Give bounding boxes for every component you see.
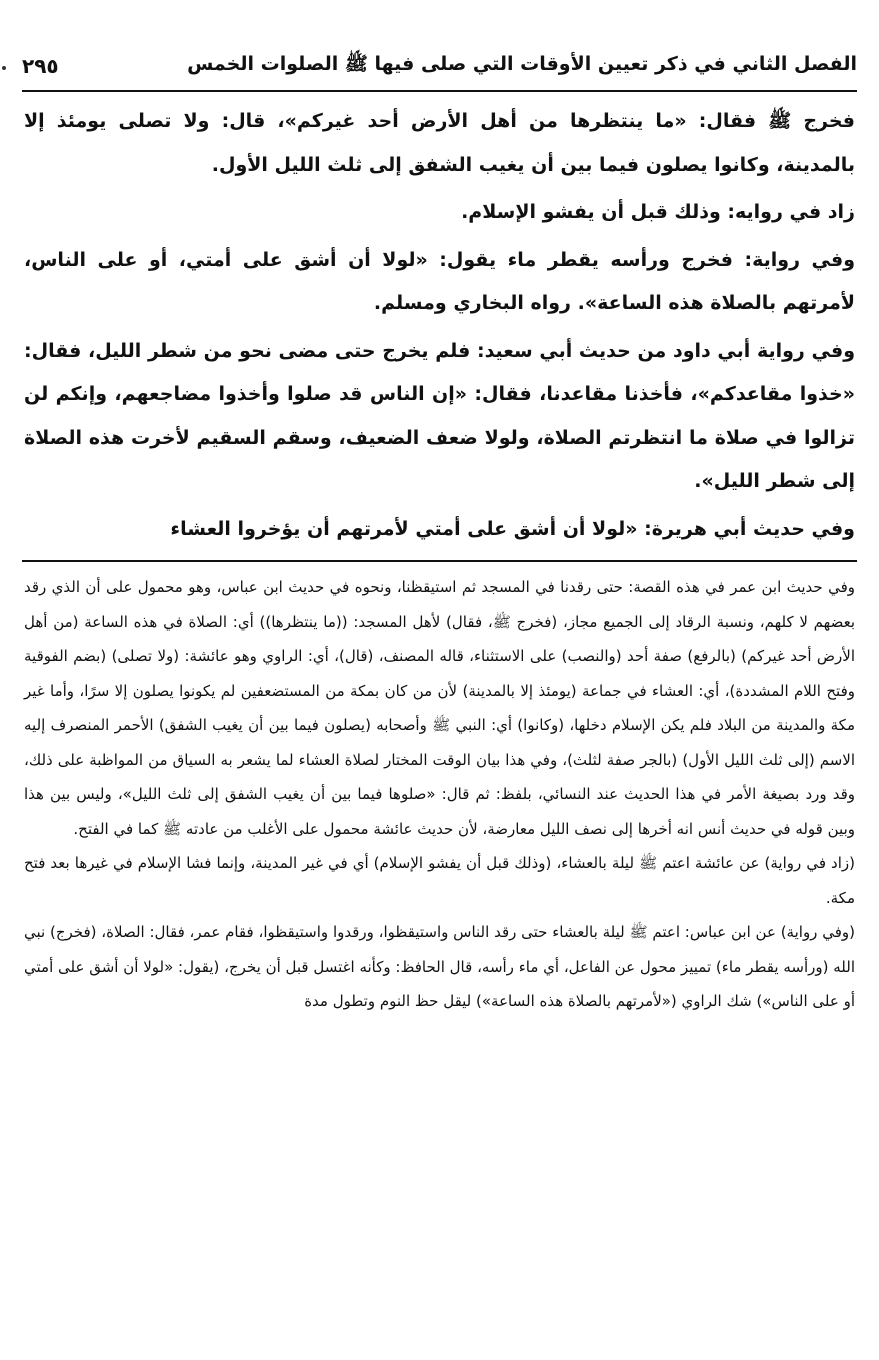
footnote-separator bbox=[22, 560, 857, 562]
commentary-paragraph: وفي حديث ابن عمر في هذه القصة: حتى رقدنا في المسجد ثم استيقظنا، ونحوه في حديث ابن عباس، وهو محمول على أن الذي رقد بعضهم لا كلهم، ونسبة الرقاد إلى الجميع مجاز، (فخرج ﷺ، فقال) لأهل المسجد: ((ما ينتظرها)) أي: الصلاة في هذه الساعة (من أهل الأرض أحد غيركم) (بالرفع) صفة أحد (والنصب) على الاستثناء، قاله المصنف، (قال)، أي: الراوي وهو عائشة: (ولا تصلى) (بضم الفوقية وفتح اللام المشددة)، أي: العشاء في جماعة (يومئذ إلا بالمدينة) لأن من كان بمكة من المستضعفين لم يكونوا يصلون إلا سرًا، وأما غير مكة والمدينة من البلاد فلم يكن الإسلام دخلها، (وكانوا) أي: النبي ﷺ وأصحابه (يصلون فيما بين أن يغيب الشفق) الأحمر المنصرف إليه الاسم (إلى ثلث الليل الأول) (بالجر صفة لثلث)، وفي هذا بيان الوقت المختار لصلاة العشاء لما يشعر به السياق من المواظبة على ذلك، وقد ورد بصيغة الأمر في هذا الحديث عند النسائي، بلفظ: ثم قال: «صلوها فيما بين أن يغيب الشفق إلى ثلث الليل»، وليس بين هذا وبين قوله في حديث أنس انه أخرها إلى نصف الليل معارضة، لأن حديث عائشة محمول على الأغلب من عادته ﷺ كما في الفتح. bbox=[24, 578, 855, 838]
main-paragraph: وفي حديث أبي هريرة: «لولا أن أشق على أمتي لأمرتهم أن يؤخروا العشاء bbox=[170, 517, 855, 540]
main-text bbox=[24, 100, 855, 555]
main-paragraph: زاد في روايه: وذلك قبل أن يفشو الإسلام. bbox=[461, 201, 855, 223]
commentary-paragraph: (زاد في رواية) عن عائشة اعتم ﷺ ليلة بالعشاء، (وذلك قبل أن يفشو الإسلام) أي في غير المدينة، وإنما فشا الإسلام في غيرها بعد فتح مكة. bbox=[24, 854, 855, 907]
main-paragraph: وفي رواية أبي داود من حديث أبي سعيد: فلم يخرج حتى مضى نحو من شطر الليل، فقال: «خذوا مقاعدكم»، فأخذنا مقاعدنا، فقال: «إن الناس قد صلوا وأخذوا مضاجعهم، وإنكم لن تزالوا في صلاة ما انتظرتم الصلاة، ولولا ضعف الضعيف، وسقم السقيم لأخرت هذه الصلاة إلى شطر الليل». bbox=[24, 339, 855, 492]
header-rule bbox=[22, 90, 857, 92]
commentary-paragraph: (وفي رواية) عن ابن عباس: اعتم ﷺ ليلة بالعشاء حتى رقد الناس واستيقظوا، ورقدوا واستيقظوا، فقام عمر، فقال: الصلاة، (فخرج) نبي الله (ورأسه يقطر ماء) تمييز محول عن الفاعل، أي ماء رأسه، قال الحافظ: وكأنه اغتسل قبل أن يخرج، (يقول: «لولا أن أشق على أمتي أو على الناس») شك الراوي («لأمرتهم بالصلاة هذه الساعة») ليقل حظ النوم وتطول مدة bbox=[24, 923, 855, 1010]
main-paragraph: فخرج ﷺ فقال: «ما ينتظرها من أهل الأرض أحد غيركم»، قال: ولا تصلى يومئذ إلا بالمدينة، وكانوا يصلون فيما بين أن يغيب الشفق إلى ثلث الليل الأول. bbox=[24, 110, 855, 176]
margin-mark bbox=[2, 66, 6, 70]
running-title: الفصل الثاني في ذكر تعيين الأوقات التي صلى فيها ﷺ الصلوات الخمس bbox=[187, 53, 857, 75]
commentary bbox=[24, 570, 855, 1019]
page-header bbox=[22, 46, 857, 86]
page-number: ٢٩٥ bbox=[22, 54, 59, 78]
main-paragraph: وفي رواية: فخرج ورأسه يقطر ماء يقول: «لولا أن أشق على أمتي، أو على الناس، لأمرتهم بالصلاة هذه الساعة». رواه البخاري ومسلم. bbox=[24, 248, 855, 314]
